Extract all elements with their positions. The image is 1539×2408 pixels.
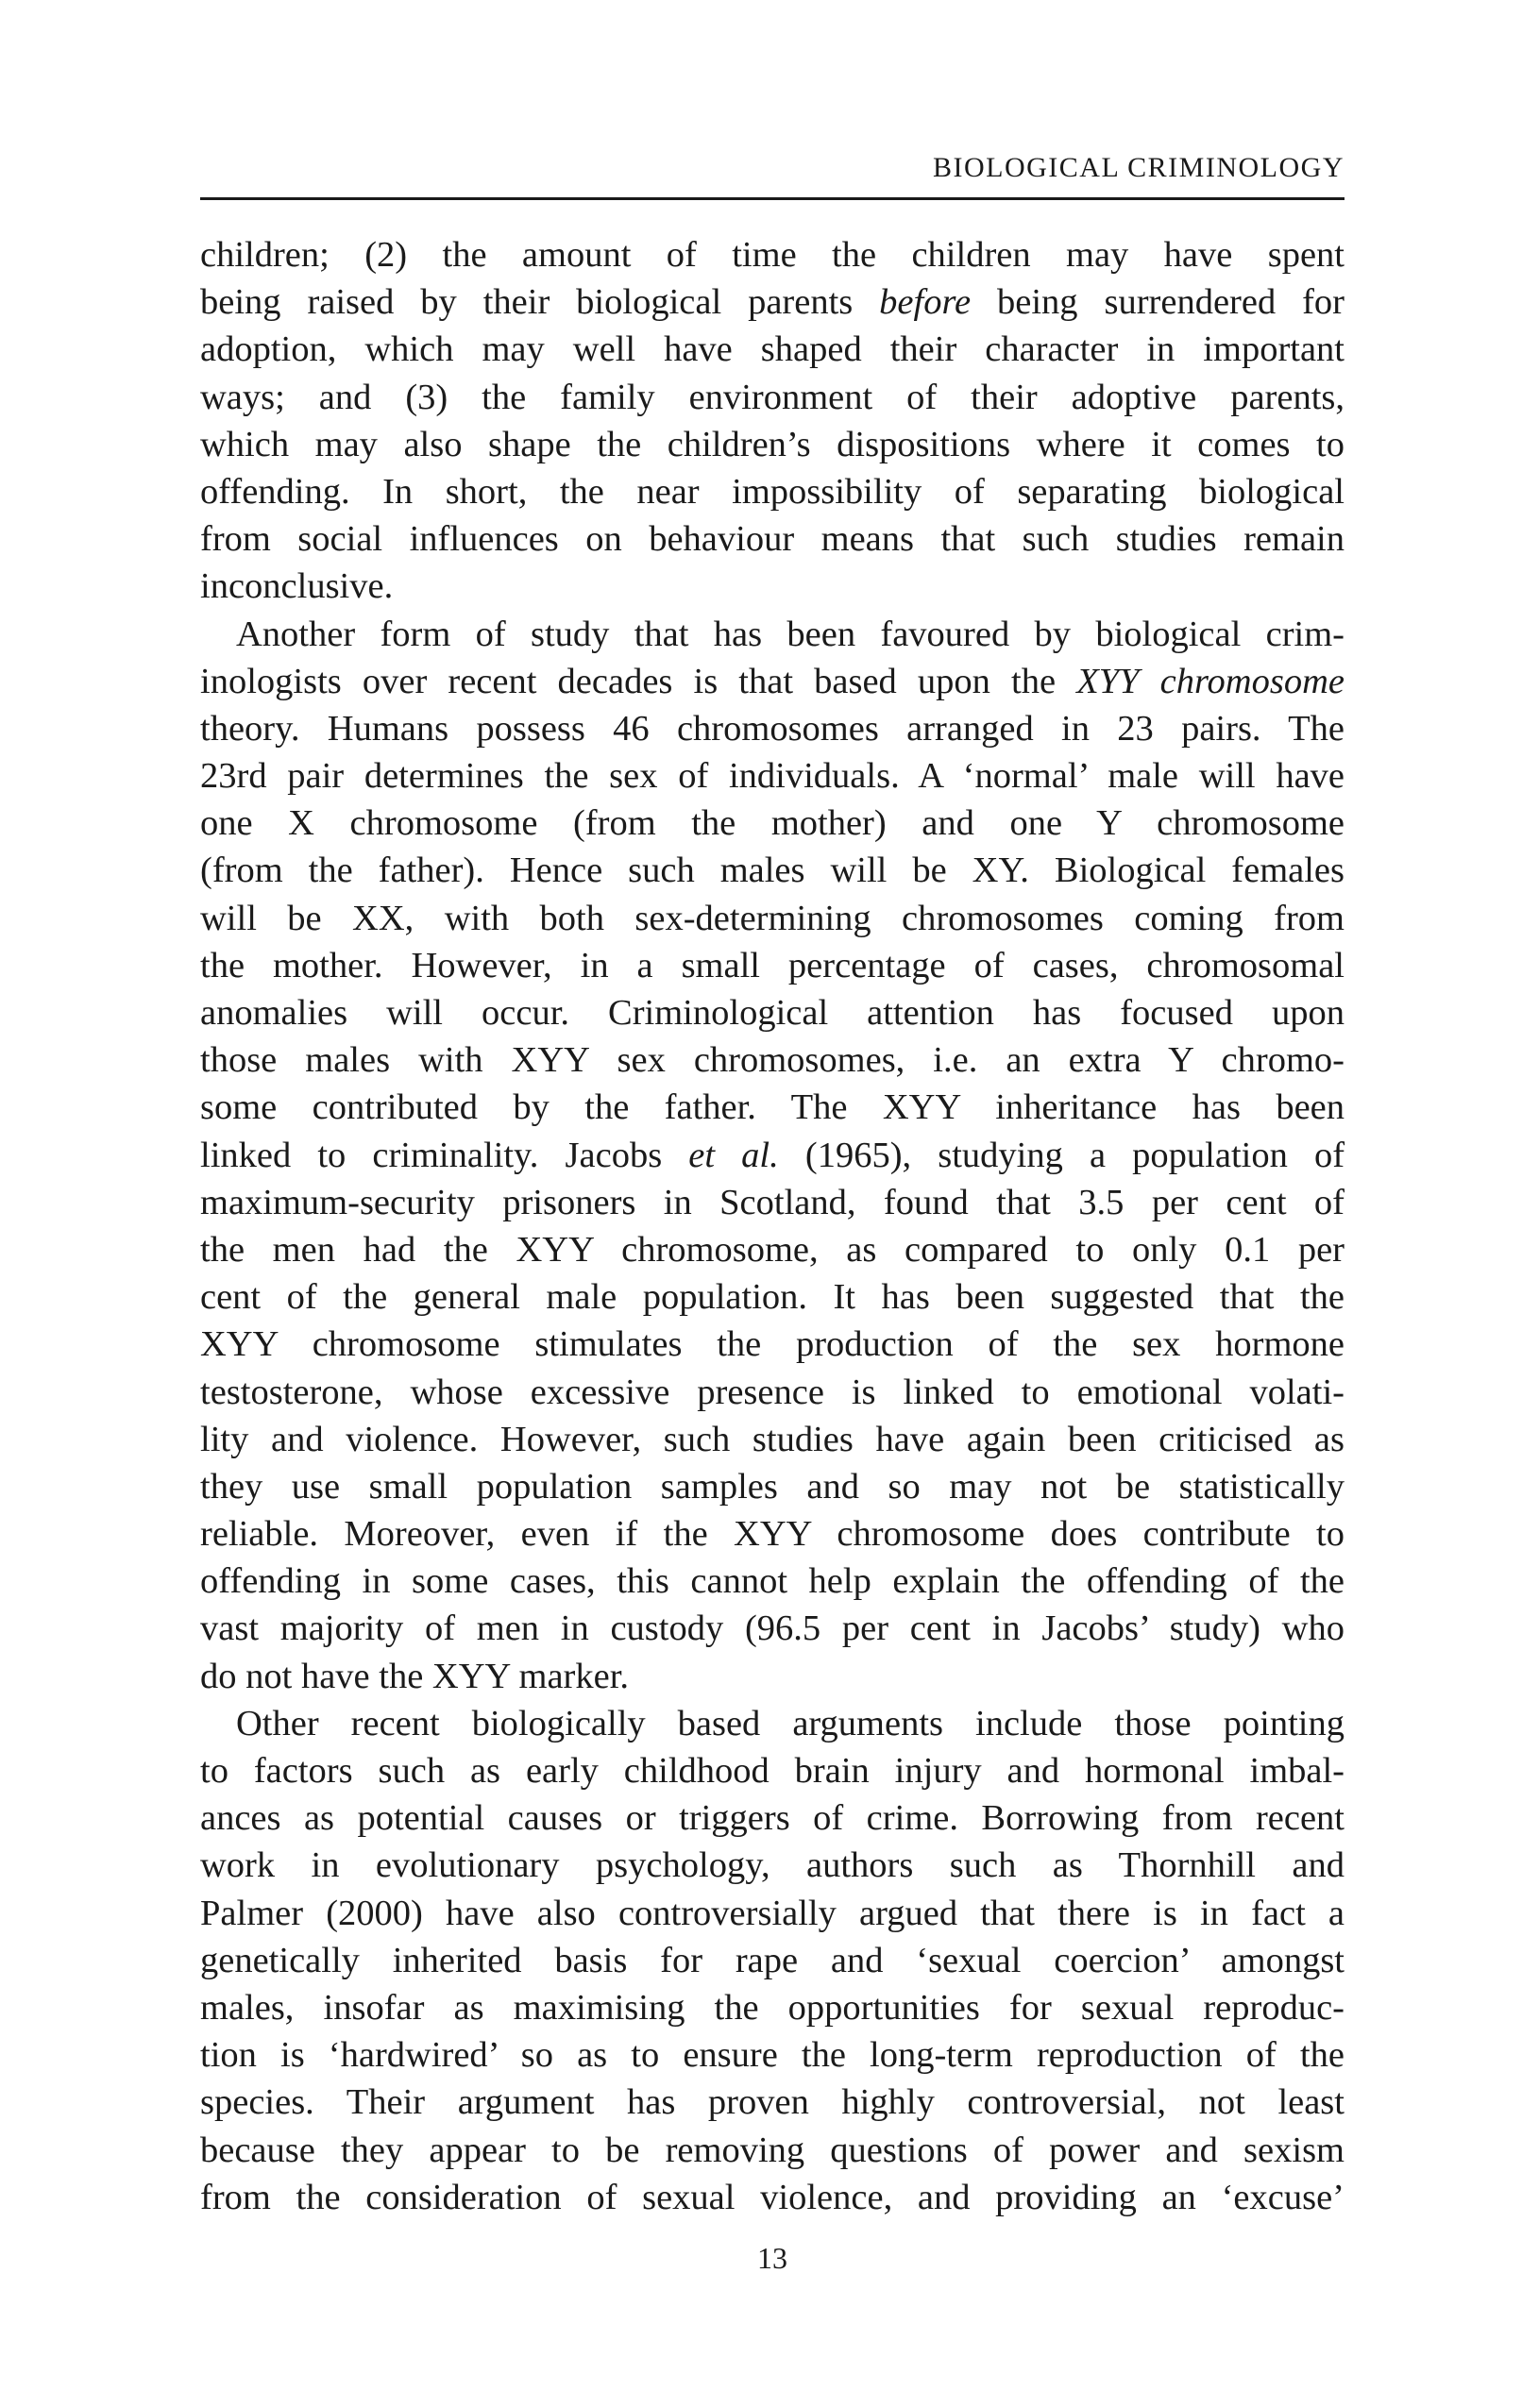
text-line: from the consideration of sexual violence, and providing an ‘excuse’ [200, 2177, 1345, 2217]
text-line: inconclusive. [200, 566, 394, 607]
text-line: lity and violence. However, such studies have again been criticised as [200, 1419, 1345, 1459]
text-line: cent of the general male population. It has been suggested that the [200, 1277, 1345, 1318]
text-line: because they appear to be removing questions of power and sexism [200, 2130, 1345, 2170]
text-line: vast majority of men in custody (96.5 per cent in Jacobs’ study) who [200, 1608, 1345, 1649]
text-line: children; (2) the amount of time the children may have spent [200, 235, 1345, 275]
text-line: species. Their argument has proven highly controversial, not least [200, 2082, 1345, 2123]
text-line: theory. Humans possess 46 chromosomes arranged in 23 pairs. The [200, 708, 1345, 749]
text-line: ances as potential causes or triggers of crime. Borrowing from recent [200, 1798, 1345, 1839]
text-line: testosterone, whose excessive presence is linked to emotional volati- [200, 1372, 1345, 1412]
text-line: XYY chromosome stimulates the production of the sex hormone [200, 1324, 1345, 1365]
text-line: ways; and (3) the family environment of their adoptive parents, [200, 377, 1345, 417]
text-line: offending. In short, the near impossibility of separating biological [200, 471, 1345, 512]
text-line: Other recent biologically based arguments include those pointing [236, 1703, 1345, 1743]
text-line: males, insofar as maximising the opportunities for sexual reproduc- [200, 1987, 1345, 2028]
text-line: reliable. Moreover, even if the XYY chromosome does contribute to [200, 1514, 1345, 1555]
text-line: anomalies will occur. Criminological attention has focused upon [200, 993, 1345, 1033]
text-line: Palmer (2000) have also controversially argued that there is in fact a [200, 1893, 1345, 1933]
body-text [200, 231, 1345, 2221]
text-line: tion is ‘hardwired’ so as to ensure the long-term reproduction of the [200, 2035, 1345, 2076]
text-line: inologists over recent decades is that based upon the XYY chromosome [200, 661, 1345, 701]
text-line: maximum-security prisoners in Scotland, found that 3.5 per cent of [200, 1182, 1345, 1222]
text-line: to factors such as early childhood brain injury and hormonal imbal- [200, 1751, 1345, 1791]
text-line: genetically inherited basis for rape and ‘sexual coercion’ amongst [200, 1940, 1345, 1980]
text-line: which may also shape the children’s dispositions where it comes to [200, 424, 1345, 464]
header-rule [200, 197, 1345, 200]
text-line: do not have the XYY marker. [200, 1656, 630, 1696]
text-line: adoption, which may well have shaped their character in important [200, 329, 1345, 370]
text-line: from social influences on behaviour means that such studies remain [200, 519, 1345, 560]
text-line: they use small population samples and so may not be statistically [200, 1466, 1345, 1507]
running-head: BIOLOGICAL CRIMINOLOGY [932, 152, 1345, 183]
text-line: offending in some cases, this cannot help explain the offending of the [200, 1561, 1345, 1602]
text-line: linked to criminality. Jacobs et al. (1965), studying a population of [200, 1135, 1345, 1175]
text-line: one X chromosome (from the mother) and one Y chromosome [200, 803, 1345, 844]
text-line: the men had the XYY chromosome, as compared to only 0.1 per [200, 1229, 1345, 1270]
text-line: being raised by their biological parents before being surrendered for [200, 282, 1345, 323]
text-line: Another form of study that has been favoured by biological crim- [236, 614, 1345, 654]
text-line: 23rd pair determines the sex of individuals. A ‘normal’ male will have [200, 756, 1345, 797]
text-line: the mother. However, in a small percentage of cases, chromosomal [200, 945, 1345, 985]
text-line: those males with XYY sex chromosomes, i.e. an extra Y chromo- [200, 1040, 1345, 1081]
text-line: will be XX, with both sex-determining chromosomes coming from [200, 898, 1345, 938]
text-line: work in evolutionary psychology, authors such as Thornhill and [200, 1845, 1345, 1886]
page-number: 13 [757, 2241, 787, 2275]
text-line: some contributed by the father. The XYY inheritance has been [200, 1087, 1345, 1128]
text-line: (from the father). Hence such males will be XY. Biological females [200, 850, 1345, 891]
